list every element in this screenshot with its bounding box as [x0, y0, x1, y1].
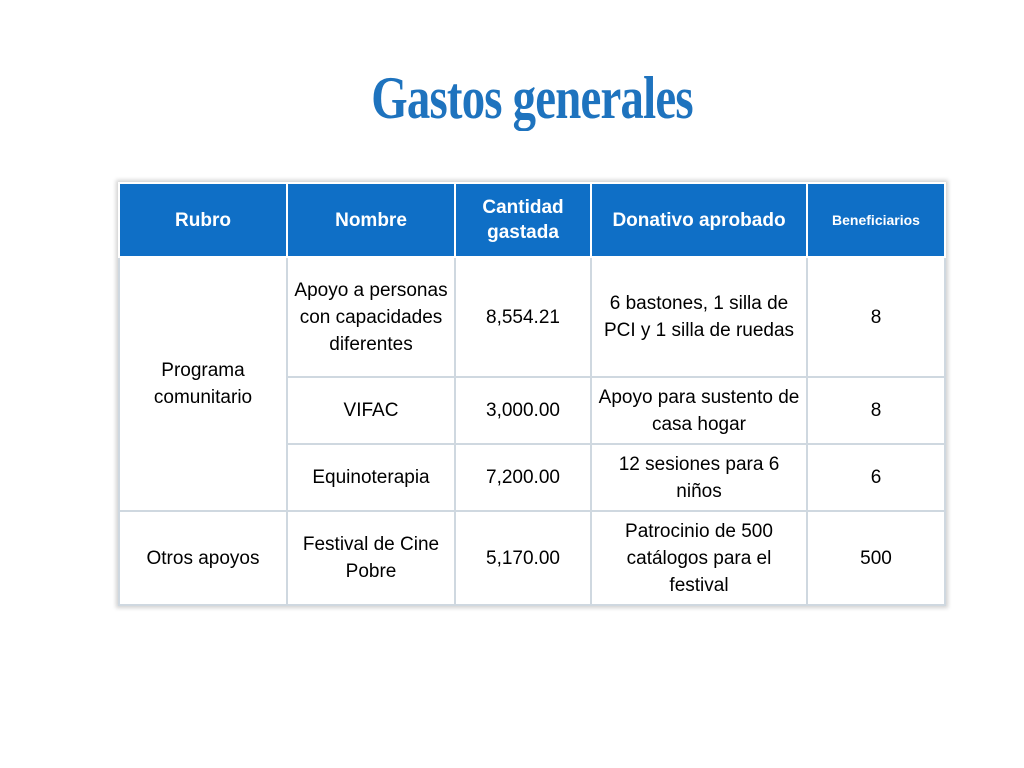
cell-nombre: Festival de Cine Pobre [287, 511, 455, 605]
table-header-row [119, 183, 945, 257]
cell-cantidad: 7,200.00 [455, 444, 591, 511]
page-title: Gastos generales [371, 65, 693, 131]
cell-rubro: Programa comunitario [119, 257, 287, 511]
column-header-nombre: Nombre [287, 183, 455, 257]
cell-beneficiarios: 8 [807, 257, 945, 377]
cell-donativo: 12 sesiones para 6 niños [591, 444, 807, 511]
cell-donativo: Patrocinio de 500 catálogos para el festival [591, 511, 807, 605]
cell-beneficiarios: 6 [807, 444, 945, 511]
expenses-table [118, 182, 946, 606]
expenses-table-container [118, 182, 946, 606]
cell-nombre: VIFAC [287, 377, 455, 444]
cell-cantidad: 3,000.00 [455, 377, 591, 444]
cell-nombre: Apoyo a personas con capacidades diferentes [287, 257, 455, 377]
cell-cantidad: 5,170.00 [455, 511, 591, 605]
column-header-cantidad: Cantidad gastada [455, 183, 591, 257]
cell-beneficiarios: 8 [807, 377, 945, 444]
table-row [119, 511, 945, 605]
column-header-beneficiarios: Beneficiarios [807, 183, 945, 257]
cell-beneficiarios: 500 [807, 511, 945, 605]
cell-donativo: 6 bastones, 1 silla de PCI y 1 silla de ruedas [591, 257, 807, 377]
cell-rubro: Otros apoyos [119, 511, 287, 605]
table-row [119, 257, 945, 377]
column-header-donativo: Donativo aprobado [591, 183, 807, 257]
column-header-rubro: Rubro [119, 183, 287, 257]
cell-nombre: Equinoterapia [287, 444, 455, 511]
cell-cantidad: 8,554.21 [455, 257, 591, 377]
cell-donativo: Apoyo para sustento de casa hogar [591, 377, 807, 444]
